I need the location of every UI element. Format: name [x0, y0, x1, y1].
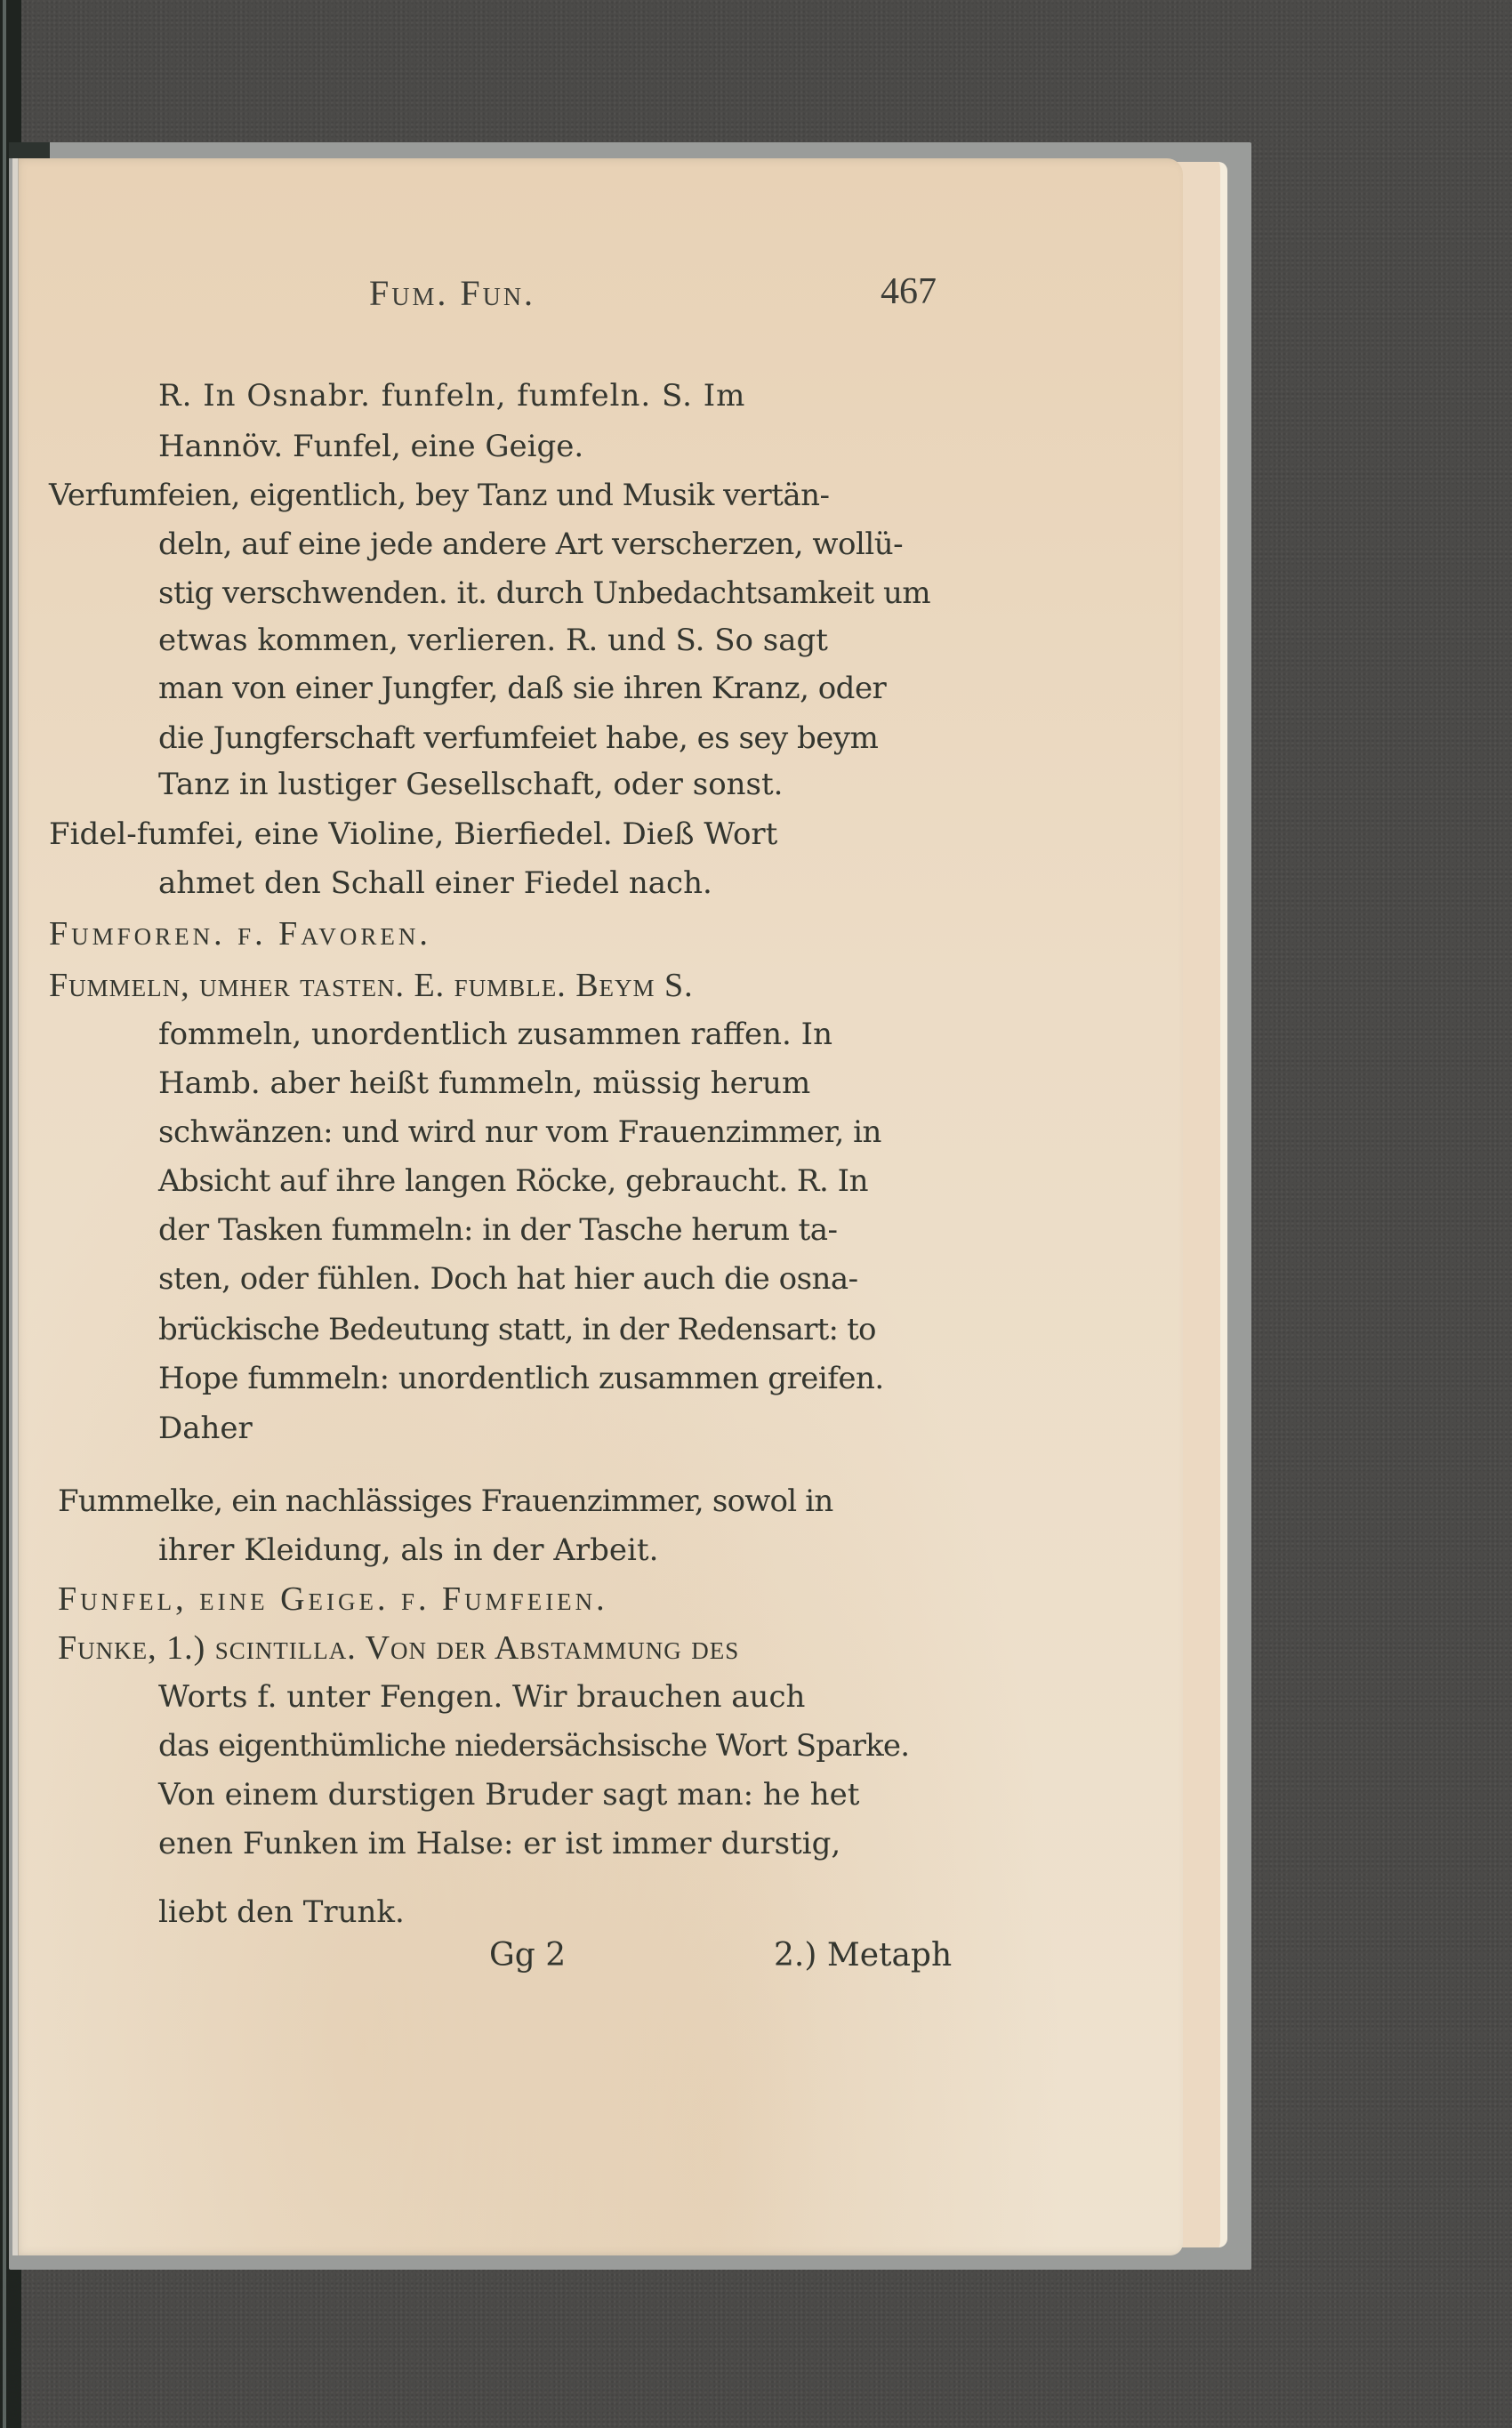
entry-fummelke: Fummelke, ein nachlässiges Frauenzimmer, sowol in	[58, 1483, 833, 1519]
text-line: ihrer Kleidung, als in der Arbeit.	[158, 1532, 659, 1568]
running-title: Fum. Fun.	[369, 273, 536, 313]
book-page	[12, 158, 1183, 2255]
text-line: fommeln, unordentlich zusammen raffen. In	[158, 1017, 832, 1052]
entry-verfumfeien: Verfumfeien, eigentlich, bey Tanz und Musik vertän-	[49, 478, 830, 513]
page-number: 467	[881, 271, 937, 312]
running-header	[356, 267, 961, 320]
page-gutter	[12, 158, 19, 2255]
text-line: etwas kommen, verlieren. R. und S. So sagt	[158, 623, 828, 658]
text-line: stig verschwenden. it. durch Unbedachtsamkeit um	[158, 575, 931, 611]
spine-edge	[3, 0, 6, 2428]
catchword: 2.) Metaph	[774, 1937, 953, 1974]
text-line: deln, auf eine jede andere Art verscherzen, wollü-	[158, 527, 904, 562]
text-line: Hannöv. Funfel, eine Geige.	[158, 429, 584, 464]
entry-funfel: Funfel, eine Geige. f. Fumfeien.	[58, 1580, 608, 1618]
entry-fidel-fumfei: Fidel-fumfei, eine Violine, Bierfiedel. Dieß Wort	[49, 816, 778, 852]
text-line: Hamb. aber heißt fummeln, müssig herum	[158, 1065, 811, 1101]
text-line: Daher	[158, 1411, 253, 1446]
signature-mark: Gg 2	[489, 1937, 567, 1974]
text-line: das eigenthümliche niedersächsische Wort Sparke.	[158, 1728, 910, 1764]
text-line: Absicht auf ihre langen Röcke, gebraucht. R. In	[158, 1163, 868, 1199]
text-line: Hope fummeln: unordentlich zusammen greifen.	[158, 1361, 884, 1396]
entry-funke: Funke, 1.) scintilla. Von der Abstammung des	[58, 1629, 740, 1667]
text-line: sten, oder fühlen. Doch hat hier auch die osna-	[158, 1261, 858, 1297]
text-line: Tanz in lustiger Gesellschaft, oder sonst.	[158, 767, 784, 802]
text-line: ahmet den Schall einer Fiedel nach.	[158, 865, 712, 901]
text-line: R. In Osnabr. funfeln, fumfeln. S. Im	[158, 378, 746, 414]
cover-corner	[9, 142, 50, 158]
text-line: brückische Bedeutung statt, in der Redensart: to	[158, 1312, 876, 1347]
text-line: schwänzen: und wird nur vom Frauenzimmer, in	[158, 1114, 881, 1150]
text-line: Von einem durstigen Bruder sagt man: he het	[158, 1777, 860, 1813]
text-line: man von einer Jungfer, daß sie ihren Kranz, oder	[158, 671, 887, 706]
entry-fummeln: Fummeln, umher tasten. E. fumble. Beym S.	[49, 967, 694, 1004]
entry-fumforen: Fumforen. f. Favoren.	[49, 915, 431, 953]
text-line: die Jungferschaft verfumfeiet habe, es sey beym	[158, 720, 879, 756]
text-line: enen Funken im Halse: er ist immer durstig,	[158, 1826, 841, 1861]
text-line: liebt den Trunk.	[158, 1894, 405, 1930]
text-line: der Tasken fummeln: in der Tasche herum ta-	[158, 1212, 838, 1248]
text-line: Worts f. unter Fengen. Wir brauchen auch	[158, 1679, 806, 1715]
